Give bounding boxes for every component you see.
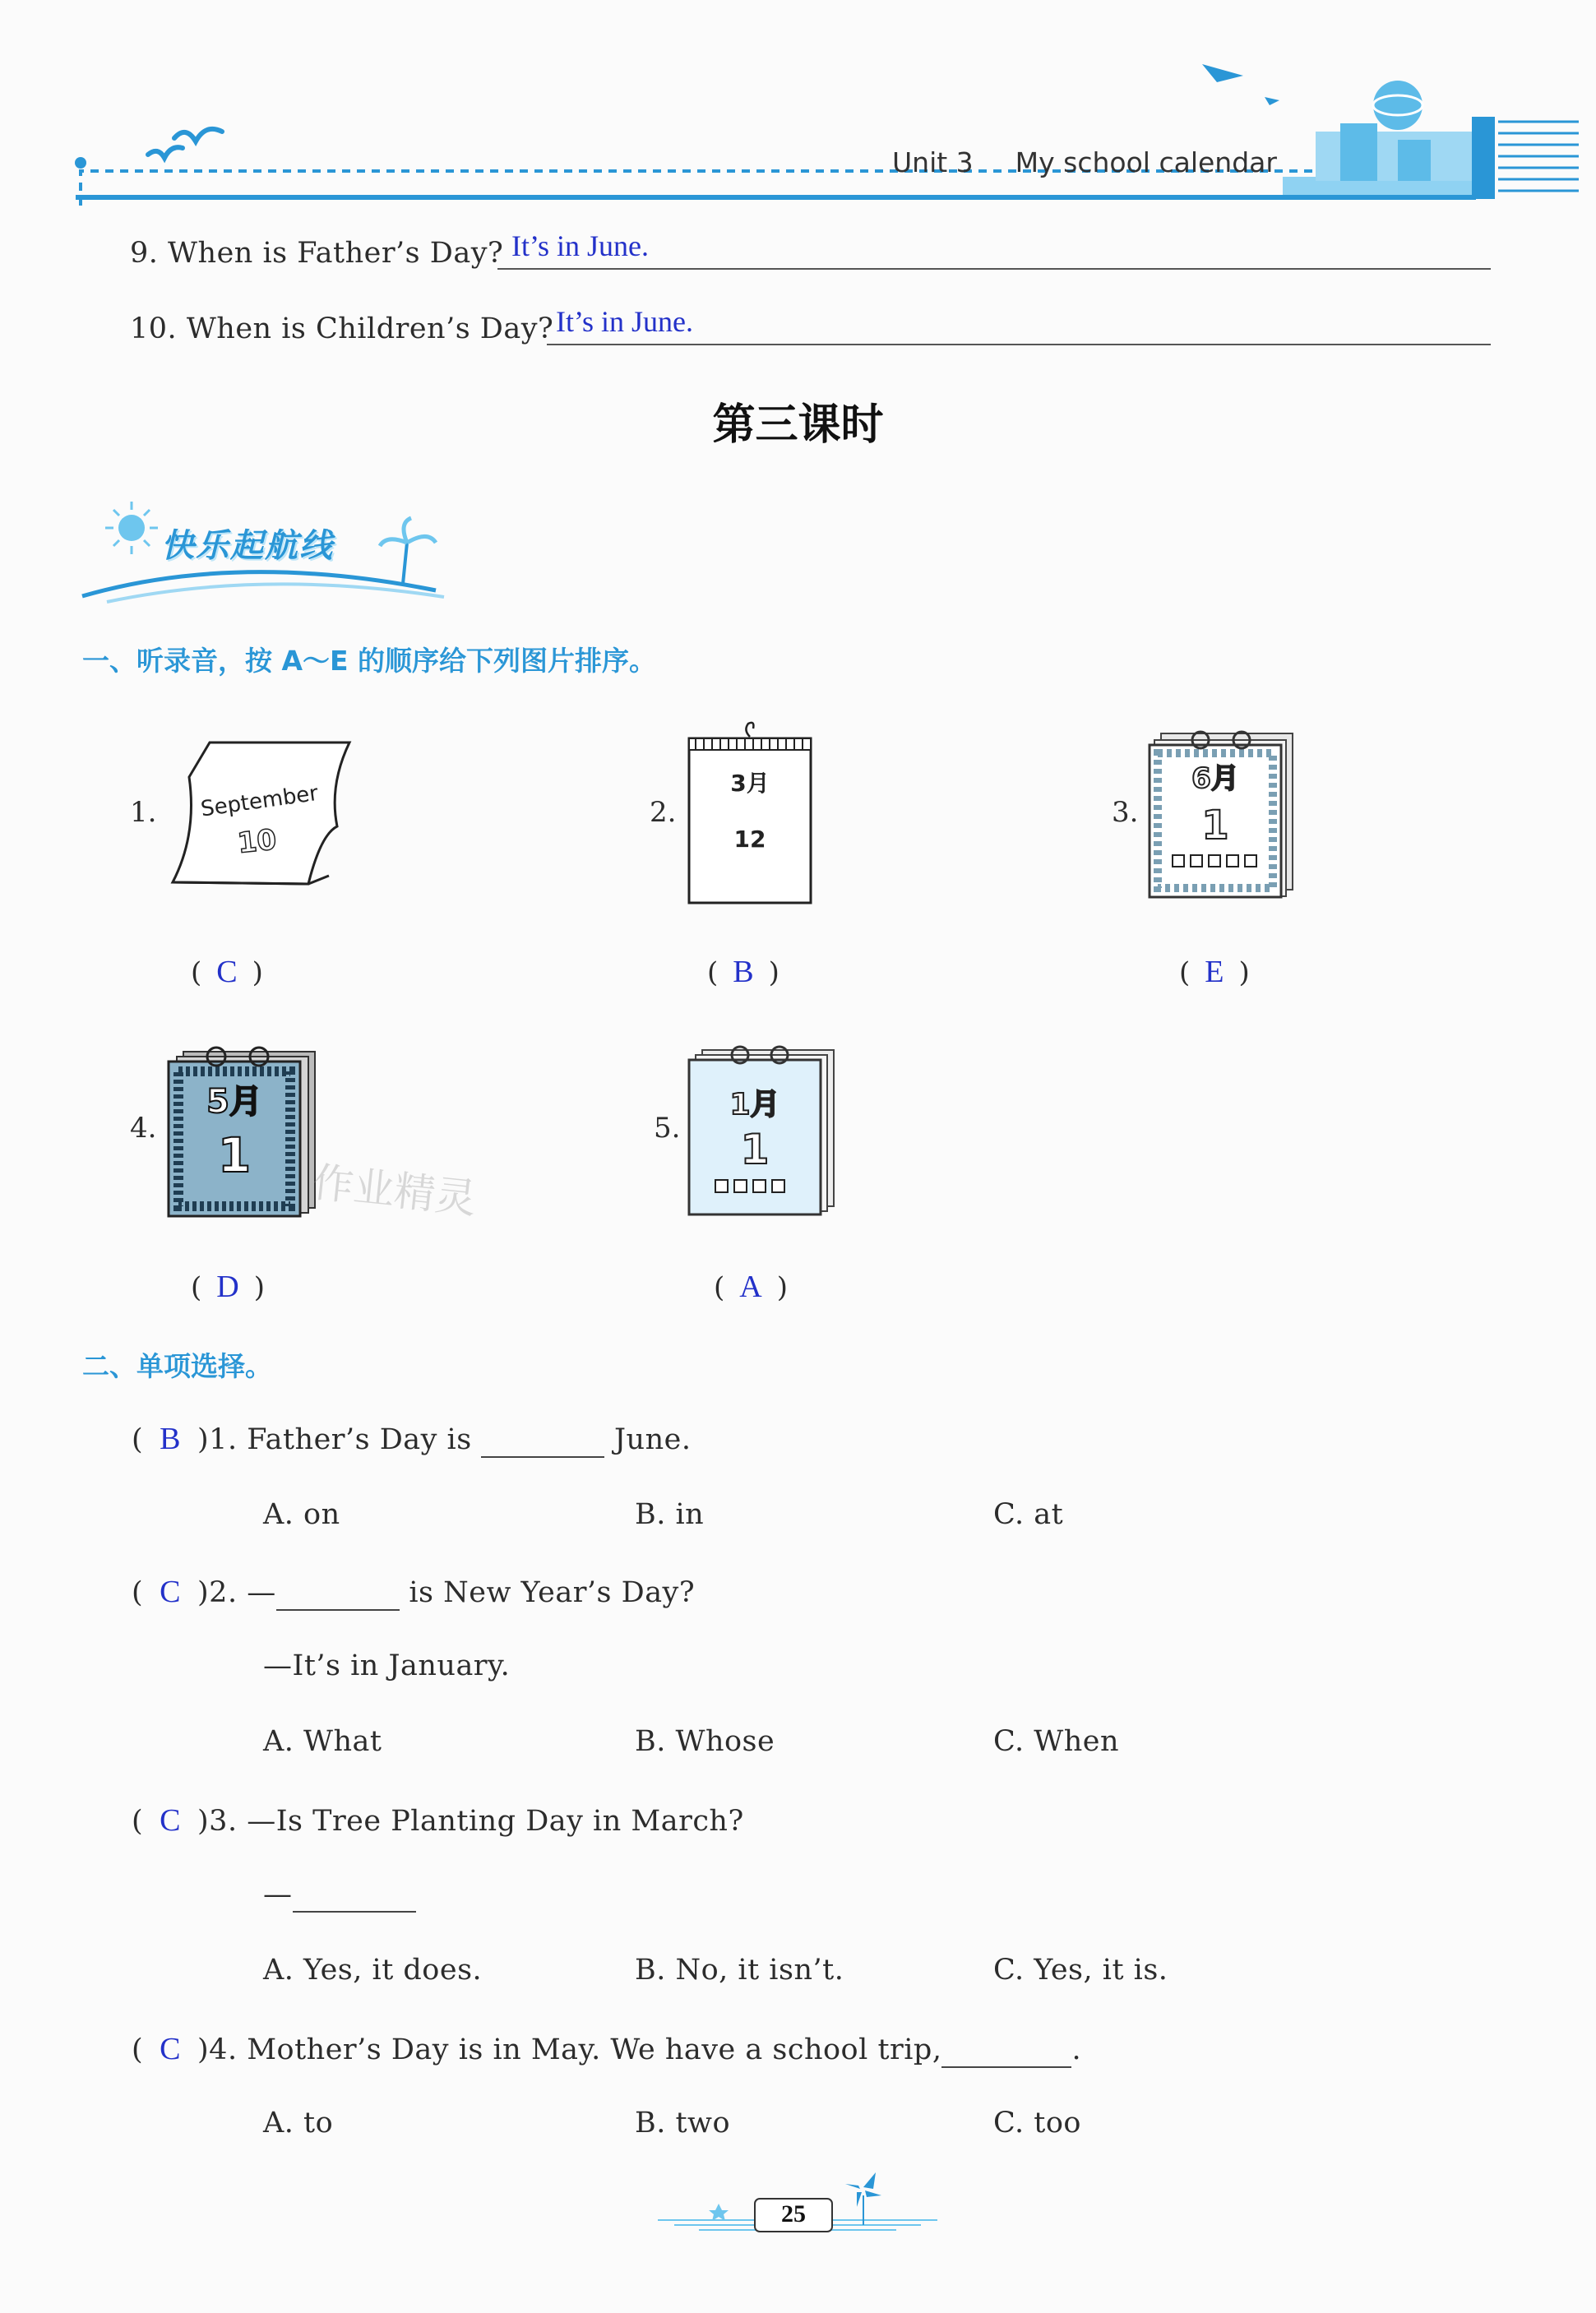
blank	[941, 2033, 1071, 2068]
mc-question-1: ( B )1. Father’s Day is June.	[132, 1422, 692, 1456]
calendar-5-day: 1	[740, 1126, 770, 1173]
item-2-number: 2.	[650, 796, 677, 829]
mc-answer-3: C	[160, 1803, 182, 1838]
calendar-4-month: 5月	[206, 1083, 262, 1121]
mc-answer-4: C	[160, 2032, 182, 2066]
calendar-5-month: 1月	[729, 1088, 780, 1122]
calendar-3-day: 1	[1201, 803, 1229, 849]
sun-icon	[105, 502, 158, 554]
item-5-answer: ( A )	[714, 1270, 788, 1304]
pinwheel-icon	[845, 2172, 881, 2225]
mc-2-option-b: B. Whose	[635, 1725, 775, 1758]
item-4-number: 4.	[130, 1112, 157, 1145]
calendar-image-3	[1143, 715, 1307, 904]
calendar-image-5	[682, 1032, 847, 1221]
question-9: 9. When is Father’s Day?	[130, 237, 504, 270]
mc-3-option-b: B. No, it isn’t.	[635, 1954, 844, 1987]
mc-question-3: ( C )3. —Is Tree Planting Day in March?	[132, 1803, 744, 1838]
mc-answer-2: C	[160, 1575, 182, 1609]
calendar-image-2	[682, 715, 822, 913]
calendar-2-month: 3月	[730, 770, 770, 797]
calendar-3-month: 6月	[1191, 762, 1239, 795]
mc-3-option-a: A. Yes, it does.	[263, 1954, 483, 1987]
section2-heading: 二、单项选择。	[82, 1350, 272, 1382]
paper-plane-icon	[1202, 64, 1279, 105]
mc-3-option-c: C. Yes, it is.	[993, 1954, 1168, 1987]
palm-tree-icon	[380, 518, 436, 584]
answer-10: It’s in June.	[556, 305, 693, 338]
calendar-image-1	[164, 736, 354, 900]
header-unit-title	[892, 146, 1277, 178]
lesson-title: 第三课时	[712, 400, 884, 450]
blank	[481, 1423, 604, 1458]
unit-label: Unit 3	[892, 146, 974, 178]
item-4-answer: ( D )	[191, 1270, 265, 1304]
item-1-number: 1.	[130, 796, 157, 829]
mc-4-option-b: B. two	[635, 2107, 731, 2140]
mc-1-option-a: A. on	[263, 1498, 340, 1531]
answer-line-10	[547, 344, 1491, 345]
mc-3-reply: —	[263, 1878, 416, 1913]
mc-2-reply: —It’s in January.	[263, 1649, 511, 1682]
mc-4-option-a: A. to	[263, 2107, 334, 2140]
calendar-4-day: 1	[217, 1127, 252, 1183]
mc-4-option-c: C. too	[993, 2107, 1081, 2140]
calendar-1-month: September	[199, 780, 320, 822]
blank	[293, 1878, 416, 1913]
question-10: 10. When is Children’s Day?	[130, 312, 554, 345]
mc-question-4: ( C )4. Mother’s Day is in May. We have a school trip, .	[132, 2032, 1082, 2066]
page-number: 25	[781, 2200, 806, 2227]
watermark-text: 作业精灵	[310, 1158, 479, 1224]
section1-heading: 一、听录音，按 A～E 的顺序给下列图片排序。	[82, 645, 657, 677]
blank	[276, 1576, 400, 1611]
answer-line-9	[497, 268, 1491, 270]
unit-title: My school calendar	[1015, 146, 1277, 178]
item-3-answer: ( E )	[1179, 955, 1250, 989]
item-3-number: 3.	[1112, 796, 1139, 829]
answer-9: It’s in June.	[511, 229, 649, 262]
calendar-2-day: 12	[733, 826, 766, 853]
mc-1-option-c: C. at	[993, 1498, 1064, 1531]
item-1-answer: ( C )	[191, 955, 263, 989]
calendar-1-day: 10	[235, 823, 279, 861]
item-5-number: 5.	[654, 1112, 681, 1145]
mc-2-option-a: A. What	[263, 1725, 382, 1758]
calendar-image-4	[160, 1032, 325, 1221]
header-stripes	[1498, 122, 1579, 191]
globe-illustration-icon	[1316, 81, 1472, 181]
item-2-answer: ( B )	[707, 955, 779, 989]
seagull-icon	[148, 129, 222, 158]
mc-answer-1: B	[160, 1422, 182, 1456]
star-icon	[709, 2204, 729, 2221]
mc-1-option-b: B. in	[635, 1498, 705, 1531]
header-decoration	[0, 0, 1596, 214]
banner-title: 快乐起航线	[161, 527, 334, 565]
mc-2-option-c: C. When	[993, 1725, 1120, 1758]
mc-question-2: ( C )2. — is New Year’s Day?	[132, 1575, 696, 1609]
